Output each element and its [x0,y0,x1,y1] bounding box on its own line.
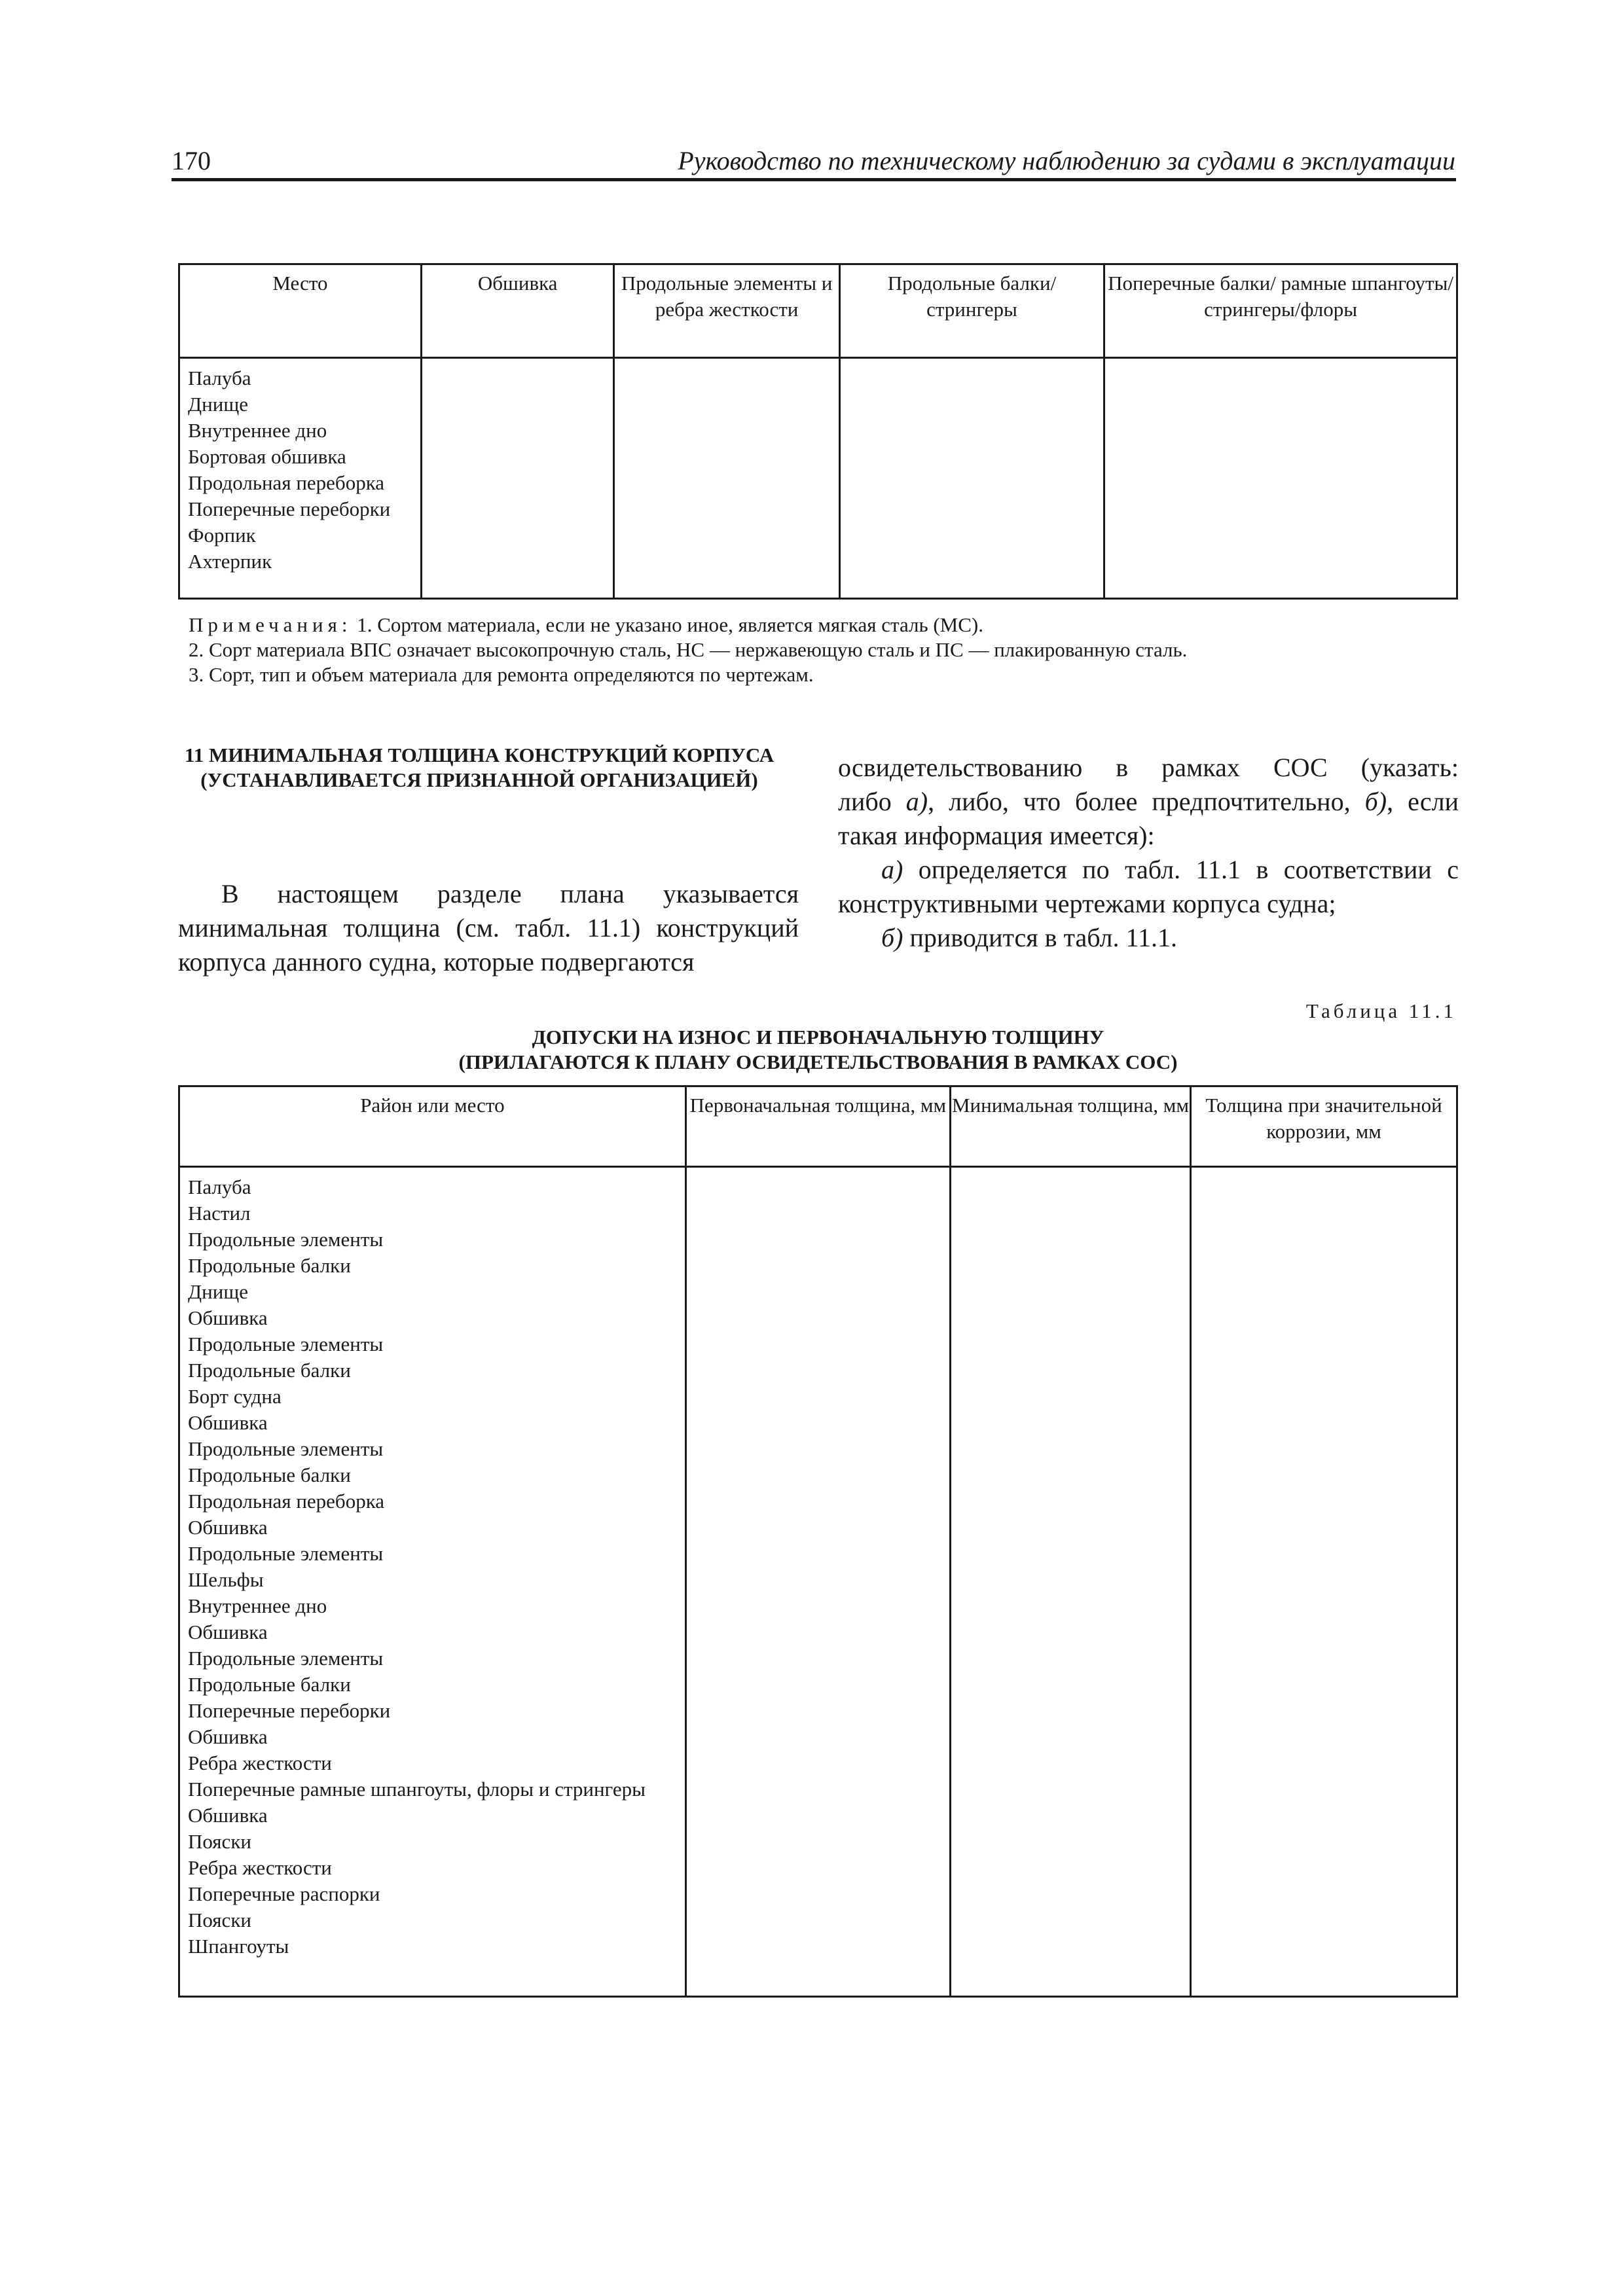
table2-row-label: Продольные балки [188,1254,351,1277]
table1-row-label: Форпик [188,524,256,547]
table2-row-label: Продольная переборка [188,1490,385,1513]
table2-title [178,1025,1458,1075]
table2-row-label: Ребра жесткости [188,1751,332,1774]
notes-label: Примечания: [189,613,352,636]
note-3: 3. Сорт, тип и объем материала для ремонта определяются по чертежам. [189,663,814,686]
table-notes [189,613,1459,687]
table2-header-original: Первоначальная толщина, мм [685,1086,950,1167]
list-item-b [838,921,1459,955]
table1-row-label: Ахтерпик [188,550,272,573]
text-span: , либо, что более предпочтительно, [928,787,1365,816]
table2-row-label: Обшивка [188,1725,268,1748]
table2-cell-corrosion[interactable] [1191,1167,1457,1997]
item-a-text: определяется по табл. 11.1 в соответствии с конструктивными чертежами корпуса судна; [838,855,1459,918]
table1-row-label: Бортовая обшивка [188,445,346,468]
table2-row-label: Продольные элементы [188,1228,384,1251]
table2-row-label: Шпангоуты [188,1935,289,1958]
table2-row-label: Пояски [188,1830,251,1853]
item-a-label: а) [881,855,903,884]
table2-row-label: Продольные элементы [188,1542,384,1565]
item-b-label: б) [881,923,903,952]
header-rule [172,178,1456,181]
right-column [838,751,1459,955]
table2-row-label: Обшивка [188,1306,268,1329]
running-title: Руководство по техническому наблюдению за судами в эксплуатации [678,146,1455,175]
table2-row-label: Обшивка [188,1411,268,1434]
table1-header-girders: Продольные балки/ стрингеры [839,264,1104,358]
table2-row-label: Продольные элементы [188,1647,384,1670]
table1-row-label: Внутреннее дно [188,419,327,442]
table2-row-label: Настил [188,1202,251,1225]
table-number-label: Таблица 11.1 [1305,999,1457,1022]
table1-place-list [179,358,422,599]
table1-header-plating: Обшивка [421,264,613,358]
table1-cell-longitudinals[interactable] [614,358,839,599]
table2-row-label: Поперечные распорки [188,1882,380,1905]
table2-cell-original[interactable] [685,1167,950,1997]
table1-row-label: Поперечные переборки [188,497,391,520]
table2-row-label: Продольные балки [188,1463,351,1486]
table1-cell-plating[interactable] [421,358,613,599]
table2-row-label: Борт судна [188,1385,282,1408]
table2-row-label: Продольные элементы [188,1333,384,1355]
table2-title-line2: (ПРИЛАГАЮТСЯ К ПЛАНУ ОСВИДЕТЕЛЬСТВОВАНИЯ В РАМКАХ СОС) [458,1050,1178,1073]
page-number: 170 [172,146,211,175]
table2-row-label: Продольные элементы [188,1437,384,1460]
table1-header-transverses: Поперечные балки/ рамные шпангоуты/ стрингеры/флоры [1104,264,1457,358]
left-column [178,877,799,979]
table2-row-label: Продольные балки [188,1673,351,1696]
table2-title-line1: ДОПУСКИ НА ИЗНОС И ПЕРВОНАЧАЛЬНУЮ ТОЛЩИНУ [532,1026,1104,1049]
table2-row-label: Внутреннее дно [188,1594,327,1617]
table2-area-list [179,1167,686,1997]
table2-row-label: Палуба [188,1175,251,1198]
table2-header-corrosion: Толщина при значительной коррозии, мм [1191,1086,1457,1167]
material-table [178,263,1458,600]
table1-row-label: Днище [188,393,248,416]
table2-row-label: Ребра жесткости [188,1856,332,1879]
thickness-table [178,1085,1458,1998]
table2-cell-minimum[interactable] [950,1167,1190,1997]
table1-row-label: Палуба [188,367,251,389]
table2-row-label: Обшивка [188,1804,268,1827]
list-item-a [838,853,1459,921]
section-heading: 11 МИНИМАЛЬНАЯ ТОЛЩИНА КОНСТРУКЦИЙ КОРПУСА (УСТАНАВЛИВАЕТСЯ ПРИЗНАННОЙ ОРГАНИЗАЦИЕЙ) [184,744,775,791]
section-paragraph-continued: освидетельствованию в рамках СОС (указать: [838,753,1459,782]
note-1: 1. Сортом материала, если не указано иное, является мягкая сталь (МС). [357,613,983,636]
table2-row-label: Поперечные рамные шпангоуты, флоры и стрингеры [188,1778,646,1801]
note-2: 2. Сорт материала ВПС означает высокопрочную сталь, НС — нержавеющую сталь и ПС — плакированную сталь. [189,638,1188,661]
option-b-ref: б) [1364,787,1387,816]
table1-header-longitudinals: Продольные элементы и ребра жесткости [614,264,839,358]
item-b-text: приводится в табл. 11.1. [903,923,1178,952]
table1-row-label: Продольная переборка [188,471,385,494]
text-span: , если такая информация имеется): [838,787,1459,850]
table2-row-label: Обшивка [188,1516,268,1539]
section-paragraph: В настоящем разделе плана указывается минимальная толщина (см. табл. 11.1) конструкций корпуса данного судна, которые подвергаются [178,879,799,977]
text-span: либо [838,787,906,816]
table2-header-minimum: Минимальная толщина, мм [950,1086,1190,1167]
section-paragraph-options [838,785,1459,853]
table1-cell-transverses[interactable] [1104,358,1457,599]
table2-row-label: Обшивка [188,1621,268,1643]
table2-row-label: Пояски [188,1909,251,1931]
table2-row-label: Шельфы [188,1568,264,1591]
table2-row-label: Поперечные переборки [188,1699,391,1722]
option-a-ref: а) [905,787,928,816]
table2-row-label: Продольные балки [188,1359,351,1382]
table1-cell-girders[interactable] [839,358,1104,599]
table2-header-area: Район или место [179,1086,686,1167]
table1-header-place: Место [179,264,422,358]
table2-row-label: Днище [188,1280,248,1303]
